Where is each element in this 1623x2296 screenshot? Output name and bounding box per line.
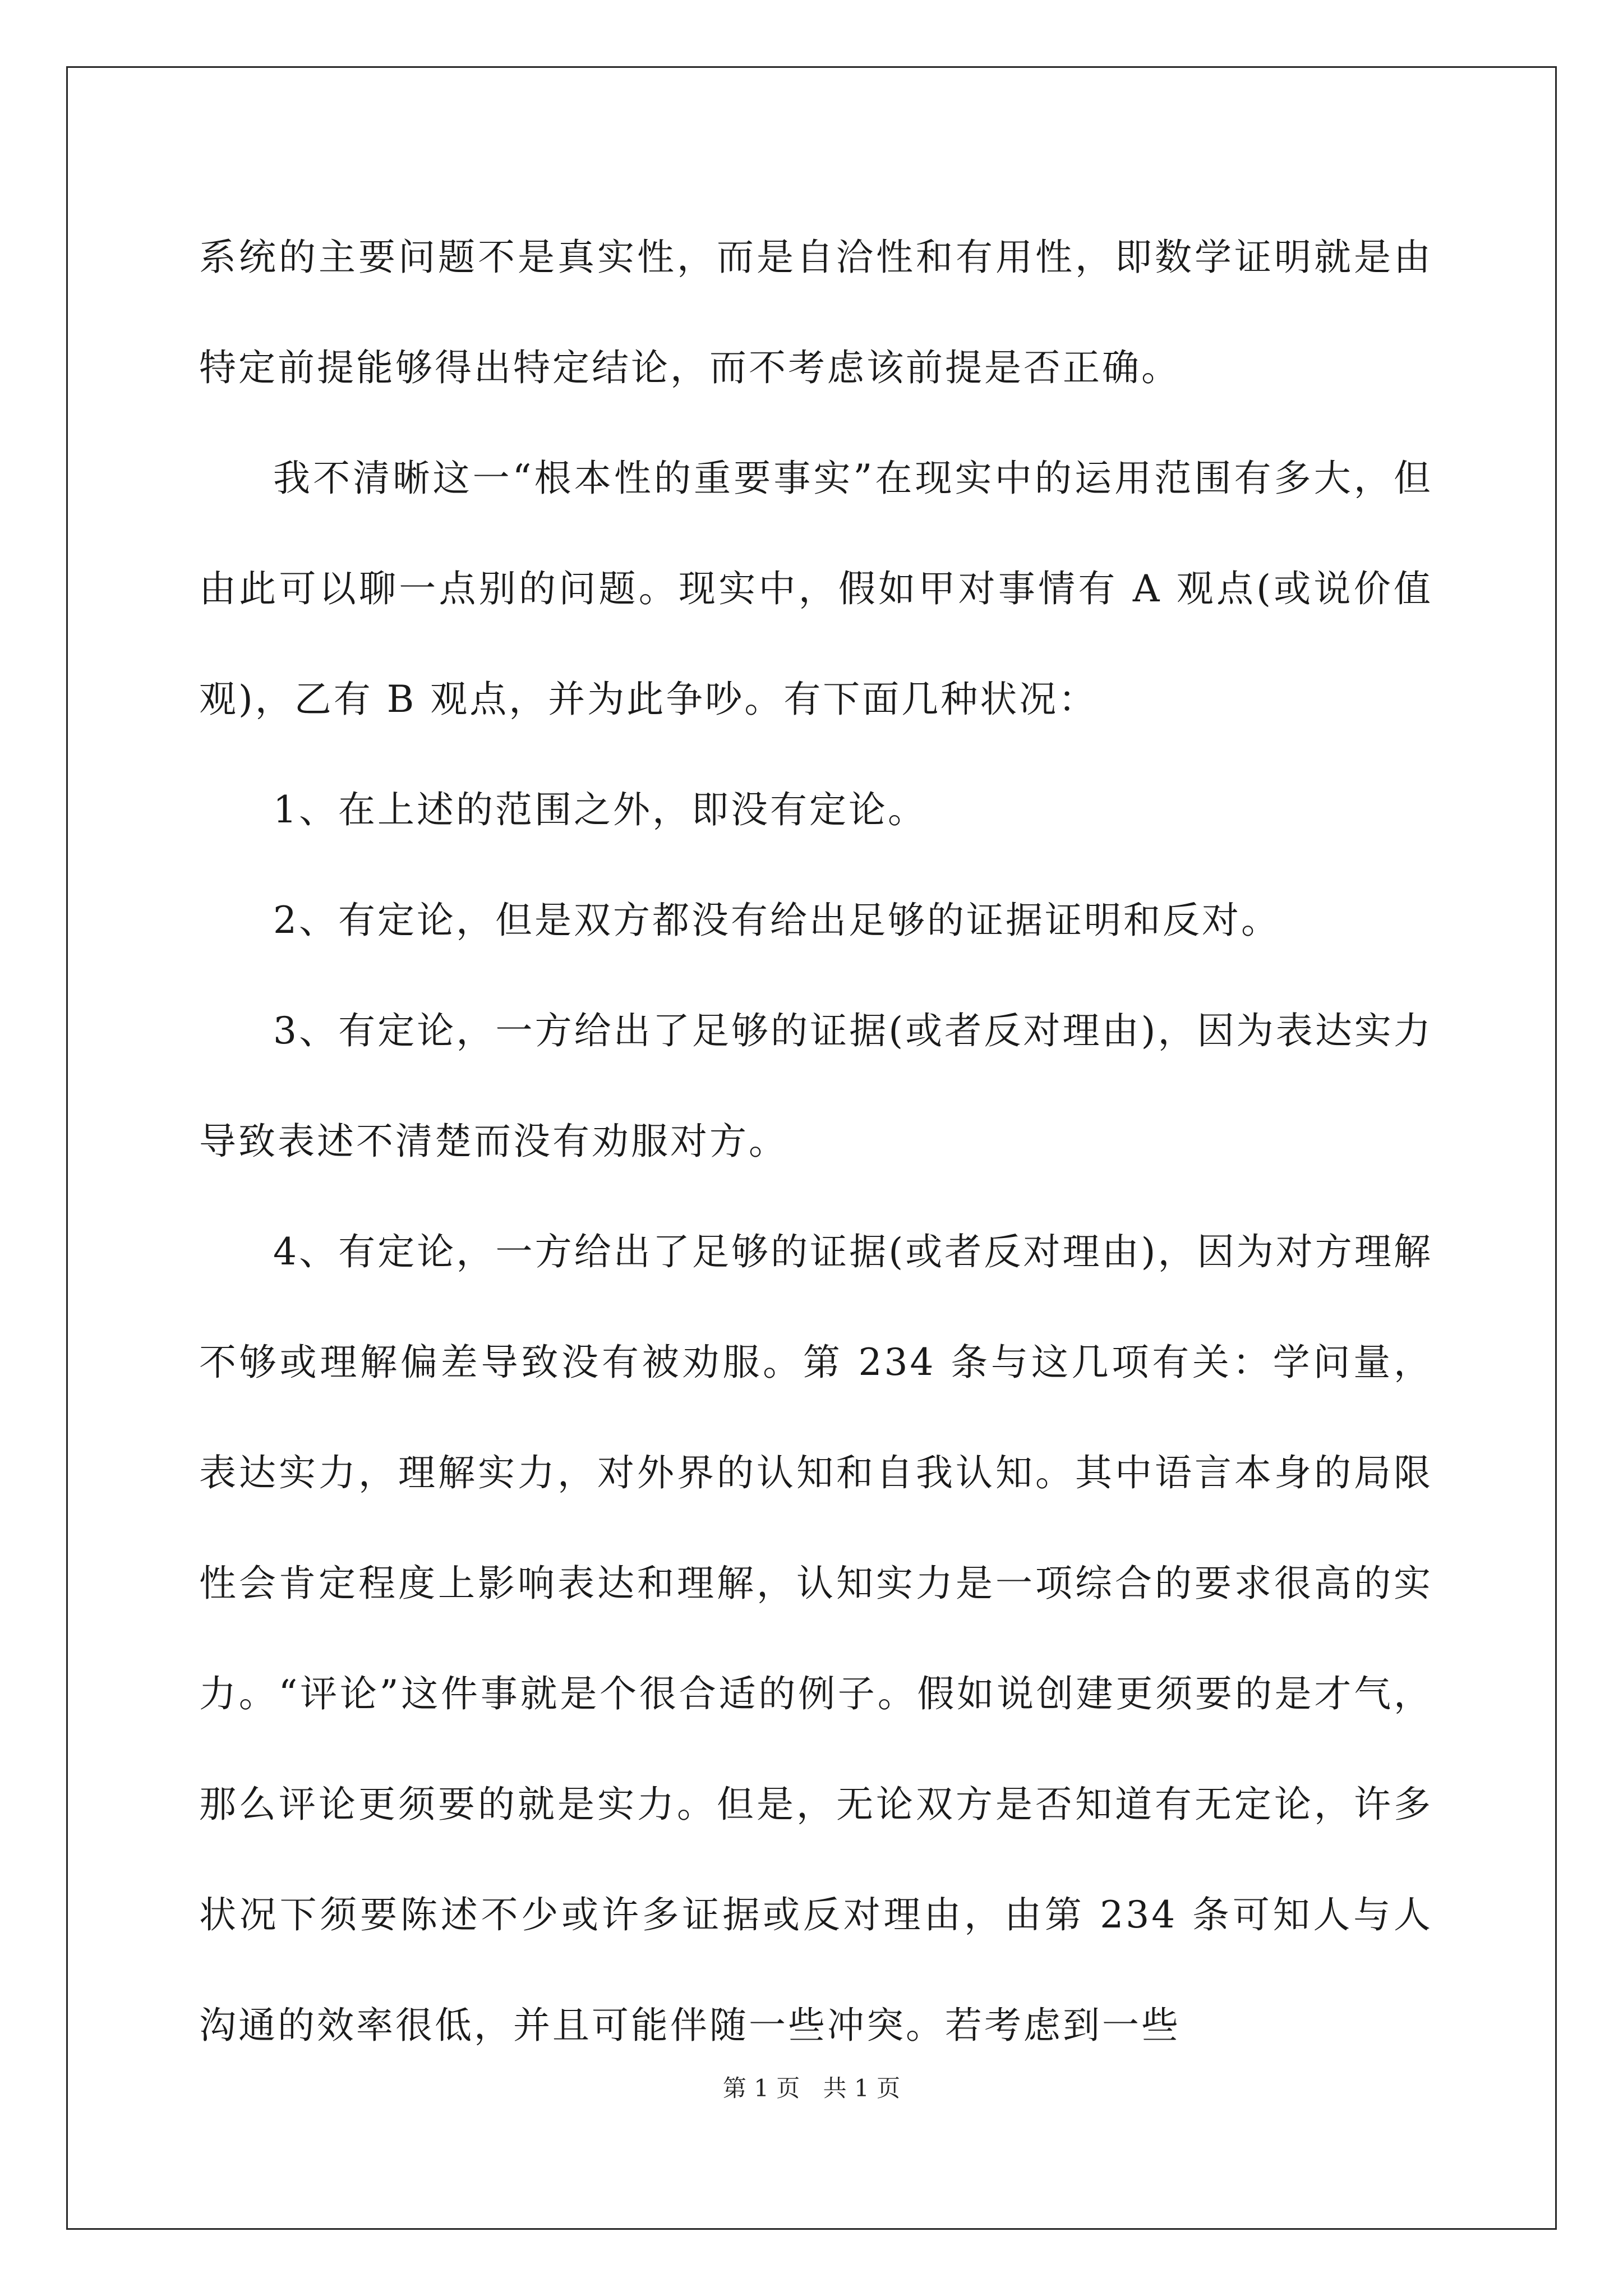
paragraph-4: 2、有定论，但是双方都没有给出足够的证据证明和反对。: [273, 899, 1280, 942]
paragraph-2: 我不清晰这一“根本性的重要事实”在现实中的运用范围有多大，但由此可以聊一点别的问题。现实中，假如甲对事情有 A 观点(或说价值观)，乙有 B 观点，并为此争吵。有下面几种状况：: [199, 457, 1433, 721]
paragraph-3: 1、在上述的范围之外，即没有定论。: [273, 788, 927, 831]
page-total: 共 1 页: [823, 2074, 901, 2102]
paragraph-6: 4、有定论，一方给出了足够的证据(或者反对理由)，因为对方理解不够或理解偏差导致没有被劝服。第 234 条与这几项有关：学问量，表达实力，理解实力，对外界的认知和自我认知。其中语言本身的局限性会肯定程度上影响表达和理解，认知实力是一项综合的要求很高的实力。“评论”这件事就是个很合适的例子。假如说创建更须要的是才气，那么评论更须要的就是实力。但是，无论双方是否知道有无定论，许多状况下须要陈述不少或许多证据或反对理由，由第 234 条可知人与人沟通的效率很低，并且可能伴随一些冲突。若考虑到一些: [199, 1230, 1433, 2047]
page-number: 第 1 页: [722, 2074, 800, 2102]
paragraph-1: 系统的主要问题不是真实性，而是自洽性和有用性，即数学证明就是由特定前提能够得出特定结论，而不考虑该前提是否正确。: [199, 236, 1433, 389]
paragraph-5: 3、有定论，一方给出了足够的证据(或者反对理由)，因为表达实力导致表述不清楚而没有劝服对方。: [199, 1009, 1433, 1163]
document-body: [199, 202, 1433, 2081]
page-footer: [0, 2070, 1623, 2104]
